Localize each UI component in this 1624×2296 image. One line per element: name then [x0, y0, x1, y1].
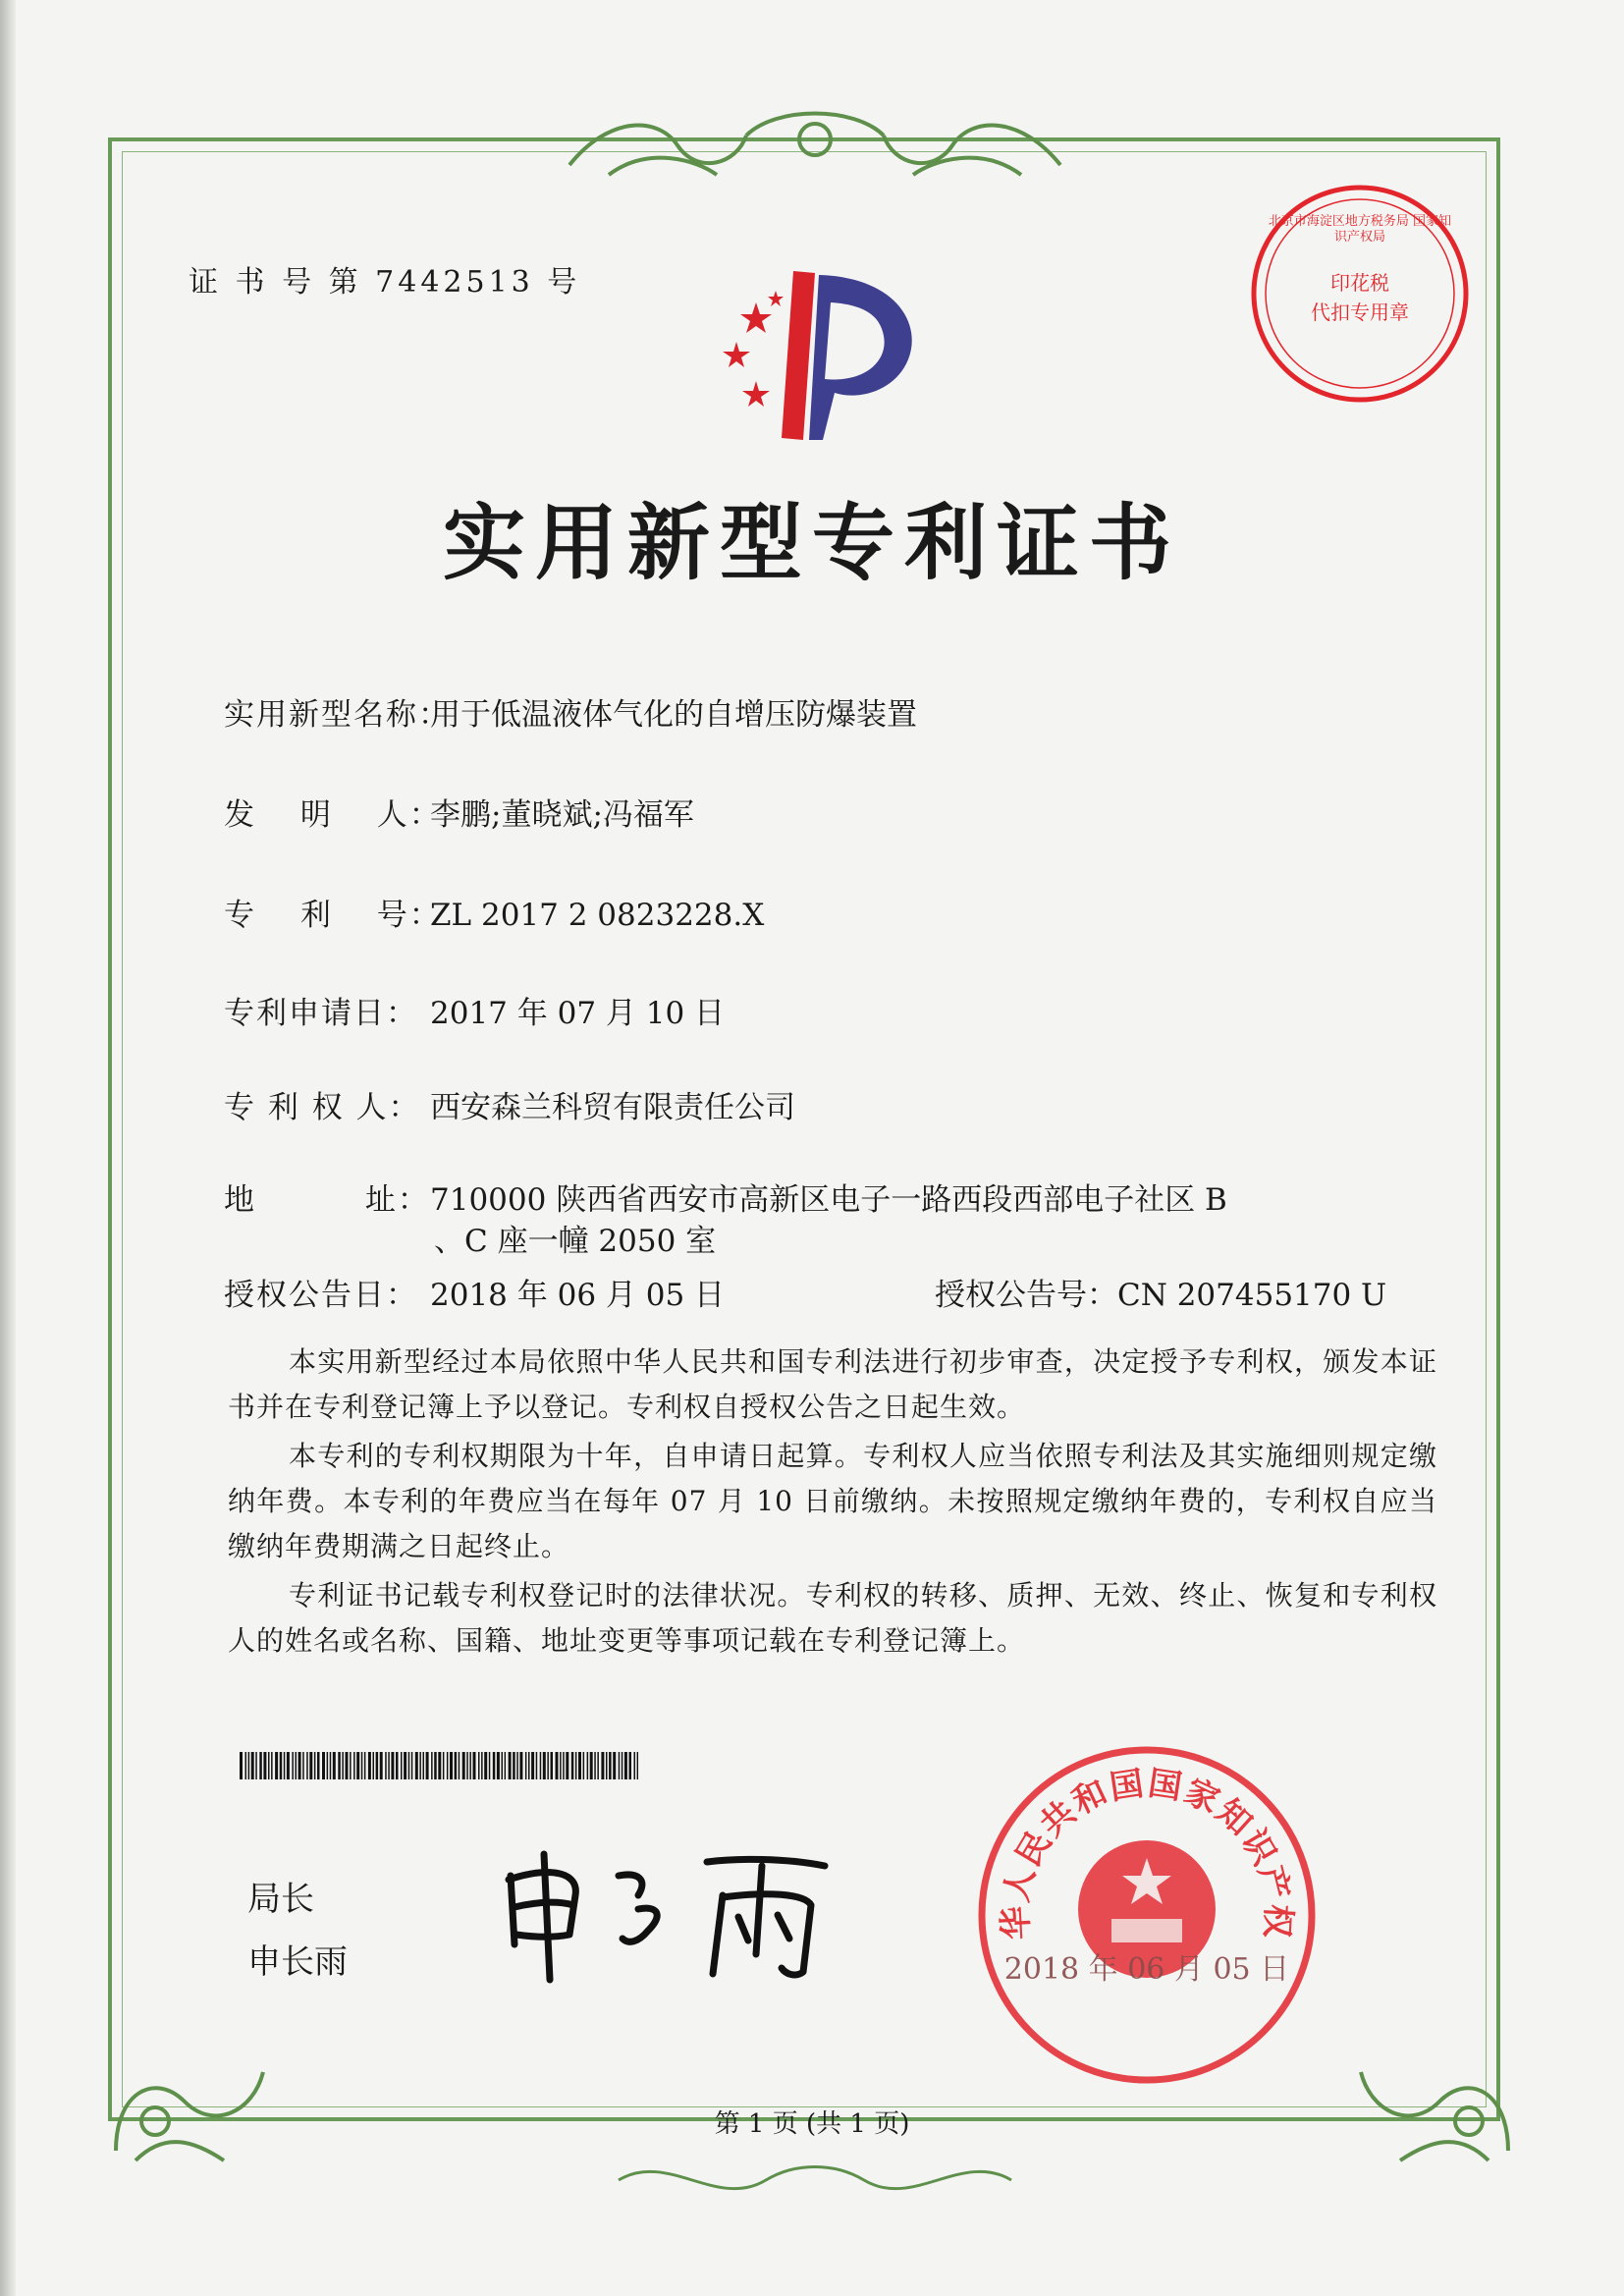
patentee-row — [224, 1082, 795, 1126]
barcode-bar — [245, 1752, 247, 1779]
barcode-bar — [330, 1752, 332, 1779]
barcode-bar — [251, 1752, 254, 1779]
utility-model-name-value: 用于低温液体气化的自增压防爆装置 — [430, 697, 917, 733]
barcode-bar — [314, 1752, 316, 1779]
barcode-bar — [606, 1752, 608, 1779]
barcode-bar — [519, 1752, 522, 1779]
patent-number-row — [224, 890, 764, 934]
barcode-bar — [356, 1752, 359, 1779]
barcode-bar — [419, 1752, 421, 1779]
tax-stamp — [1247, 181, 1473, 407]
barcode-bar — [528, 1752, 530, 1779]
barcode-bar — [268, 1752, 270, 1779]
address-row — [224, 1175, 1227, 1219]
barcode-bar — [248, 1752, 250, 1779]
barcode-bar — [426, 1752, 429, 1779]
barcode-bar — [566, 1752, 568, 1779]
paragraph-2: 本专利的专利权期限为十年，自申请日起算。专利权人应当依照专利法及其实施细则规定缴纳年费。本专利的年费应当在每年 07 月 10 日前缴纳。未按照规定缴纳年费的，专利权自应当缴纳年费期满之日起终止。 — [228, 1440, 1437, 1562]
barcode-bar — [255, 1752, 257, 1779]
director-title: 局长 — [247, 1880, 314, 1919]
barcode-bar — [590, 1752, 593, 1779]
address-label: 地 址： — [224, 1182, 430, 1218]
barcode-bar — [622, 1752, 623, 1779]
patent-number-label: 专 利 号： — [224, 898, 442, 933]
barcode-bar — [306, 1752, 308, 1779]
official-seal — [972, 1740, 1322, 2090]
barcode-bar — [287, 1752, 290, 1779]
barcode-bar — [368, 1752, 371, 1779]
director-signature — [491, 1836, 844, 1984]
patent-office-logo — [687, 263, 933, 450]
barcode-bar — [292, 1752, 294, 1779]
barcode-bar — [516, 1752, 518, 1779]
barcode-bar — [353, 1752, 355, 1779]
barcode-bar — [578, 1752, 581, 1779]
barcode-bar — [571, 1752, 574, 1779]
barcode-bar — [302, 1752, 304, 1779]
barcode-bar — [376, 1752, 379, 1779]
grant-number-value: CN 207455170 U — [1117, 1278, 1387, 1313]
barcode-bar — [634, 1752, 636, 1779]
barcode-bar — [309, 1752, 312, 1779]
barcode-bar — [271, 1752, 273, 1779]
barcode-bar — [613, 1752, 616, 1779]
inventor-label: 发 明 人： — [224, 797, 442, 833]
barcode-bar — [263, 1752, 266, 1779]
barcode-bar — [575, 1752, 577, 1779]
barcode-bar — [469, 1752, 471, 1779]
barcode-bar — [489, 1752, 491, 1779]
barcode-bar — [401, 1752, 403, 1779]
barcode-bar — [478, 1752, 480, 1779]
barcode-bar — [296, 1752, 298, 1779]
barcode-bar — [583, 1752, 585, 1779]
barcode-bar — [505, 1752, 507, 1779]
barcode-bar — [493, 1752, 496, 1779]
barcode-bar — [624, 1752, 627, 1779]
barcode-bar — [594, 1752, 596, 1779]
barcode-bar — [466, 1752, 468, 1779]
grant-number — [935, 1270, 1386, 1314]
barcode-bar — [415, 1752, 418, 1779]
barcode-bar — [327, 1752, 329, 1779]
barcode-bar — [619, 1752, 621, 1779]
barcode-bar — [540, 1752, 542, 1779]
top-ornament — [550, 106, 1080, 187]
seal-ring-text: 华人民共和国国家知识产权 — [996, 1764, 1298, 1941]
grant-date-row — [224, 1270, 725, 1314]
barcode-bar — [525, 1752, 527, 1779]
tax-stamp-ring-text: 北京市海淀区地方税务局 国家知识产权局 — [1268, 214, 1452, 245]
barcode-bar — [385, 1752, 387, 1779]
barcode-bar — [563, 1752, 565, 1779]
barcode-bar — [560, 1752, 562, 1779]
barcode-bar — [531, 1752, 534, 1779]
barcode-bar — [388, 1752, 390, 1779]
page-number: 第 1 页 (共 1 页) — [714, 2109, 910, 2139]
barcode-bar — [587, 1752, 589, 1779]
application-date-row — [224, 988, 725, 1032]
barcode-bar — [556, 1752, 559, 1779]
certificate-number: 证 书 号 第 7442513 号 — [189, 265, 581, 300]
address-line-1: 710000 陕西省西安市高新区电子一路西段西部电子社区 B — [430, 1182, 1227, 1218]
utility-model-name-label: 实用新型名称： — [224, 697, 451, 733]
barcode-bar — [547, 1752, 549, 1779]
tax-stamp-line2: 代扣专用章 — [1311, 301, 1409, 324]
tax-stamp-line1: 印花税 — [1330, 271, 1389, 295]
barcode-bar — [462, 1752, 465, 1779]
barcode-bar — [637, 1752, 638, 1779]
barcode-bar — [497, 1752, 500, 1779]
barcode-bar — [513, 1752, 515, 1779]
patentee-label: 专 利 权 人： — [224, 1090, 421, 1125]
barcode-bar — [431, 1752, 433, 1779]
barcode-bar — [609, 1752, 612, 1779]
barcode-bar — [317, 1752, 320, 1779]
barcode-bar — [502, 1752, 504, 1779]
grant-date-value: 2018 年 06 月 05 日 — [430, 1278, 726, 1313]
barcode-bar — [551, 1752, 554, 1779]
barcode-bar — [333, 1752, 336, 1779]
barcode-bar — [280, 1752, 283, 1779]
address-line-2: 、C 座一幢 2050 室 — [434, 1224, 717, 1259]
barcode-bar — [443, 1752, 445, 1779]
barcode-bar — [408, 1752, 410, 1779]
barcode-bar — [346, 1752, 349, 1779]
barcode-bar — [373, 1752, 375, 1779]
barcode-bar — [411, 1752, 413, 1779]
barcode-bar — [284, 1752, 286, 1779]
paragraph-3: 专利证书记载专利权登记时的法律状况。专利权的转移、质押、无效、终止、恢复和专利权人的姓名或名称、国籍、地址变更等事项记载在专利登记簿上。 — [228, 1579, 1437, 1657]
barcode-bar — [380, 1752, 383, 1779]
barcode-bar — [396, 1752, 399, 1779]
bottom-center-ornament — [609, 2151, 1021, 2210]
barcode-bar — [342, 1752, 344, 1779]
barcode-bar — [459, 1752, 460, 1779]
grant-date-label: 授权公告日： — [224, 1278, 418, 1313]
barcode-bar — [322, 1752, 325, 1779]
barcode-bar — [450, 1752, 453, 1779]
barcode-bar — [484, 1752, 487, 1779]
barcode-bar — [509, 1752, 512, 1779]
patentee-value: 西安森兰科贸有限责任公司 — [430, 1090, 795, 1125]
barcode — [240, 1752, 638, 1779]
inventor-row — [224, 790, 694, 834]
barcode-bar — [434, 1752, 437, 1779]
paragraph-1: 本实用新型经过本局依照中华人民共和国专利法进行初步审查，决定授予专利权，颁发本证书并在专利登记簿上予以登记。专利权自授权公告之日起生效。 — [228, 1345, 1437, 1423]
barcode-bar — [481, 1752, 483, 1779]
barcode-bar — [350, 1752, 352, 1779]
barcode-bar — [536, 1752, 538, 1779]
barcode-bar — [629, 1752, 632, 1779]
seal-date: 2018 年 06 月 05 日 — [1003, 1952, 1290, 1987]
barcode-bar — [438, 1752, 441, 1779]
inventor-value: 李鹏;董晓斌;冯福军 — [430, 797, 694, 833]
barcode-bar — [473, 1752, 476, 1779]
barcode-bar — [361, 1752, 363, 1779]
barcode-bar — [275, 1752, 278, 1779]
barcode-bar — [455, 1752, 458, 1779]
barcode-bar — [447, 1752, 449, 1779]
patent-number-value: ZL 2017 2 0823228.X — [430, 898, 765, 933]
director-name: 申长雨 — [247, 1942, 348, 1982]
barcode-bar — [298, 1752, 301, 1779]
barcode-bar — [601, 1752, 604, 1779]
barcode-bar — [404, 1752, 406, 1779]
bottom-right-ornament — [1341, 2013, 1528, 2170]
application-date-label: 专利申请日： — [224, 996, 418, 1031]
utility-model-name-row — [224, 689, 917, 734]
barcode-bar — [240, 1752, 243, 1779]
barcode-bar — [338, 1752, 341, 1779]
barcode-bar — [543, 1752, 546, 1779]
barcode-bar — [391, 1752, 394, 1779]
certificate-title: 实用新型专利证书 — [442, 494, 1181, 591]
grant-number-label: 授权公告号： — [935, 1278, 1117, 1313]
application-date-value: 2017 年 07 月 10 日 — [430, 996, 726, 1031]
barcode-bar — [364, 1752, 366, 1779]
barcode-bar — [423, 1752, 425, 1779]
bottom-left-ornament — [96, 2013, 283, 2170]
scan-edge-shadow — [0, 0, 16, 2296]
barcode-bar — [259, 1752, 262, 1779]
barcode-bar — [597, 1752, 599, 1779]
